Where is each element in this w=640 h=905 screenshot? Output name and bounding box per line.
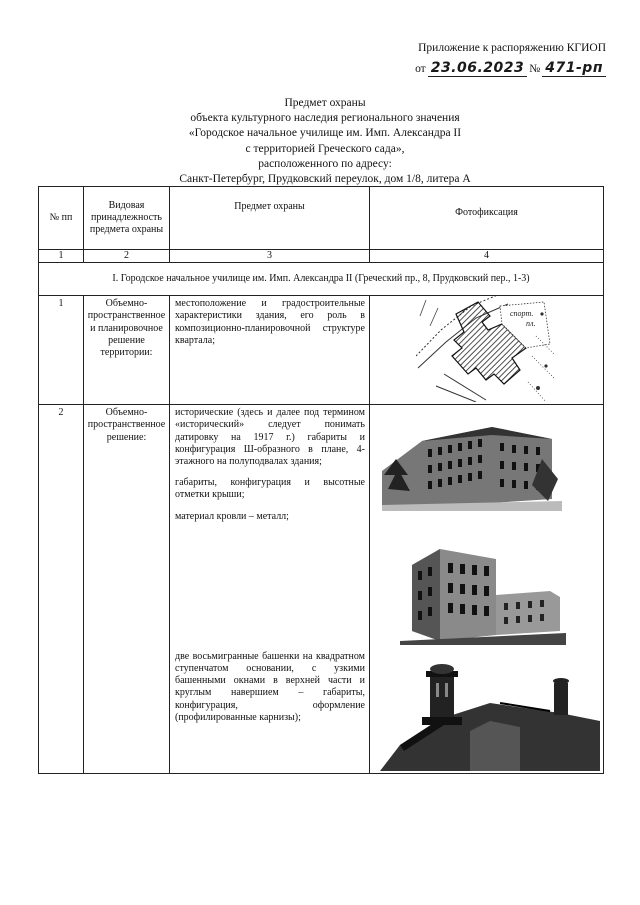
number-prefix: №: [529, 63, 541, 75]
site-plan-map: [416, 296, 554, 402]
date-prefix: от: [415, 63, 426, 75]
title-line-1: Предмет охраны: [284, 97, 366, 109]
colnum-3: 3: [170, 250, 370, 263]
section-row: [39, 263, 604, 296]
order-date: 23.06.2023: [428, 60, 528, 77]
photo-cell: [370, 405, 604, 774]
header-number: № пп: [39, 187, 84, 250]
building-photo-towers: [380, 661, 600, 771]
subject-item: местоположение и градостроительные характеристики здания, его роль в композиционно-планировочной структуре квартала;: [175, 298, 365, 346]
map-label-pl: пл.: [526, 319, 536, 329]
subject-item: две восьмигранные башенки на квадратном ступенчатом основании, с узкими башенными окнами в верхней части и круглым навершием – габариты, конфигурация, оформление (профилированные карнизы);: [175, 650, 365, 723]
row-number: 2: [39, 405, 84, 774]
document-title: [160, 96, 490, 187]
map-label-sport: спорт.: [510, 309, 534, 319]
title-line-3: «Городское начальное училище им. Имп. Александра II: [188, 127, 462, 140]
title-line-2: объекта культурного наследия регионального значения: [190, 112, 460, 125]
subject-item: материал кровли – металл;: [175, 510, 289, 522]
title-line-5: расположенного по адресу:: [258, 157, 392, 170]
table-row: [39, 405, 604, 774]
title-line-6: Санкт-Петербург, Прудковский переулок, дом 1/8, литера А: [179, 173, 471, 186]
colnum-2: 2: [84, 250, 170, 263]
subject-item: габариты, конфигурация и высотные отметки крыши;: [175, 477, 365, 501]
row-subject: [170, 296, 370, 405]
table-row: [39, 296, 604, 405]
title-line-4: с территорией Греческого сада»,: [245, 142, 405, 155]
order-number: 471-рп: [542, 60, 606, 77]
order-dateline: [415, 60, 606, 77]
colnum-1: 1: [39, 250, 84, 263]
colnum-4: 4: [370, 250, 604, 263]
table-header-row: [39, 187, 604, 250]
building-photo-corner: [400, 545, 566, 645]
section-title: I. Городское начальное училище им. Имп. Александра II (Греческий пр., 8, Прудковский пер., 1-3): [39, 263, 604, 296]
row-kind: Объемно-пространственное решение:: [84, 405, 170, 774]
header-subject: Предмет охраны: [170, 187, 370, 250]
protection-table: [38, 186, 604, 774]
subject-item: исторические (здесь и далее под термином «исторический» следует понимать датировку на 1917 г.) габариты и конфигурация Ш-образного в плане, 4-этажного на полуподвалах здания;: [175, 407, 365, 468]
appendix-caption: Приложение к распоряжению КГИОП: [418, 42, 606, 54]
photo-cell: [370, 296, 604, 405]
row-kind: Объемно-пространственное и планировочное решение территории:: [84, 296, 170, 405]
header-photo: Фотофиксация: [370, 187, 604, 250]
column-number-row: [39, 250, 604, 263]
row-number: 1: [39, 296, 84, 405]
row-subject: [170, 405, 370, 774]
building-photo-facade: [382, 419, 562, 511]
header-kind: Видовая принадлежность предмета охраны: [84, 187, 170, 250]
